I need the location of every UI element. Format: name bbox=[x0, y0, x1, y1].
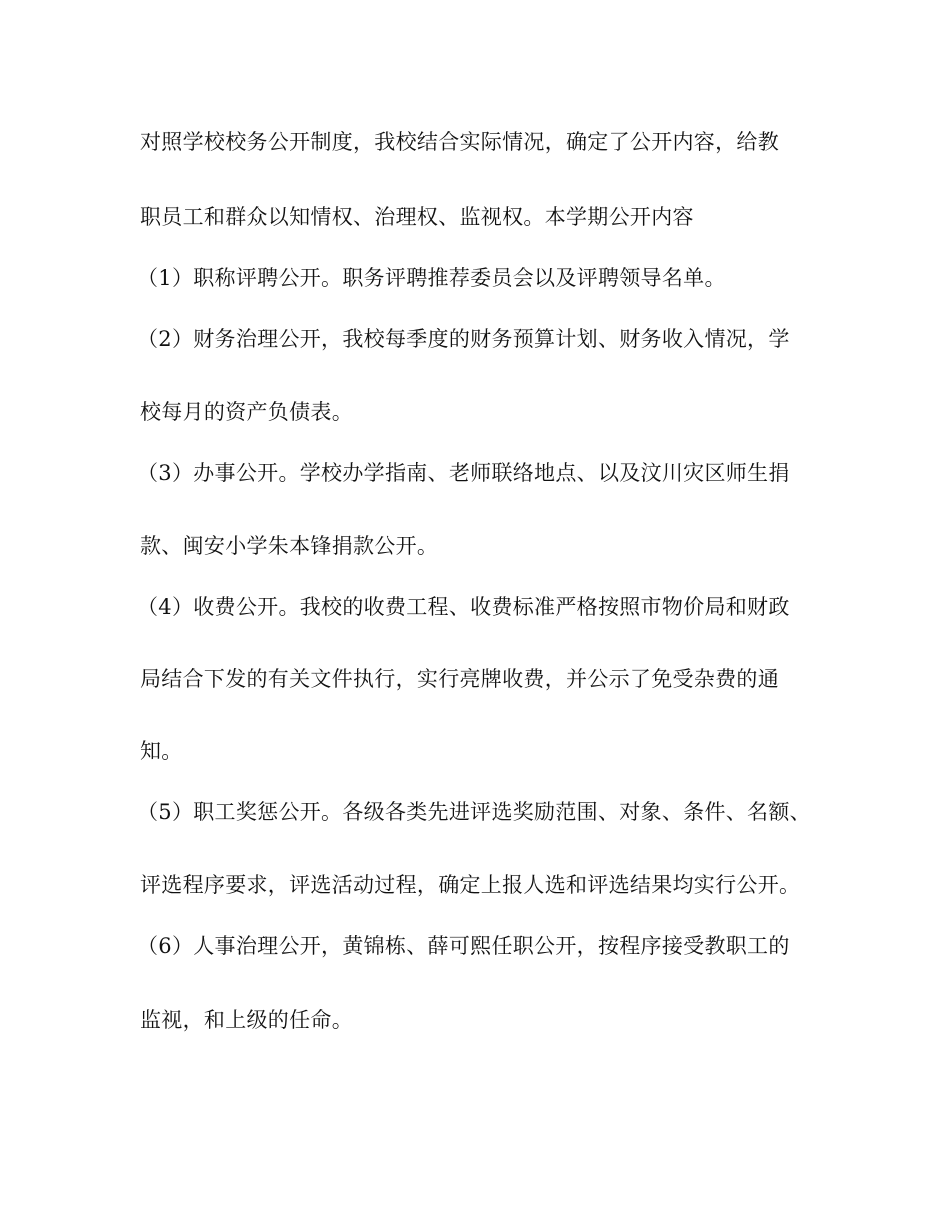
item-2-line-2: 校每月的资产负债表。 bbox=[140, 400, 353, 424]
paragraph-intro-line-2: 职员工和群众以知情权、治理权、监视权。本学期公开内容 bbox=[140, 205, 694, 229]
item-4-line-3: 知。 bbox=[140, 739, 183, 763]
item-4-line-1: （4）收费公开。我校的收费工程、收费标准严格按照市物价局和财政 bbox=[137, 595, 790, 619]
item-1-line-1: （1）职称评聘公开。职务评聘推荐委员会以及评聘领导名单。 bbox=[137, 266, 726, 290]
item-2-line-1: （2）财务治理公开，我校每季度的财务预算计划、财务收入情况，学 bbox=[137, 327, 790, 351]
item-5-line-2: 评选程序要求，评选活动过程，确定上报人选和评选结果均实行公开。 bbox=[140, 873, 801, 897]
item-4-line-2: 局结合下发的有关文件执行，实行亮牌收费，并公示了免受杂费的通 bbox=[140, 667, 779, 691]
item-3-line-2: 款、闽安小学朱本锋捐款公开。 bbox=[140, 534, 439, 558]
item-6-line-1: （6）人事治理公开，黄锦栋、薛可熙任职公开，按程序接受教职工的 bbox=[137, 934, 790, 958]
item-5-line-1: （5）职工奖惩公开。各级各类先进评选奖励范围、对象、条件、名额、 bbox=[137, 800, 811, 824]
paragraph-intro-line-1: 对照学校校务公开制度，我校结合实际情况，确定了公开内容，给教 bbox=[140, 130, 779, 154]
item-3-line-1: （3）办事公开。学校办学指南、老师联络地点、以及汶川灾区师生捐 bbox=[137, 461, 790, 485]
item-6-line-2: 监视，和上级的任命。 bbox=[140, 1008, 353, 1032]
